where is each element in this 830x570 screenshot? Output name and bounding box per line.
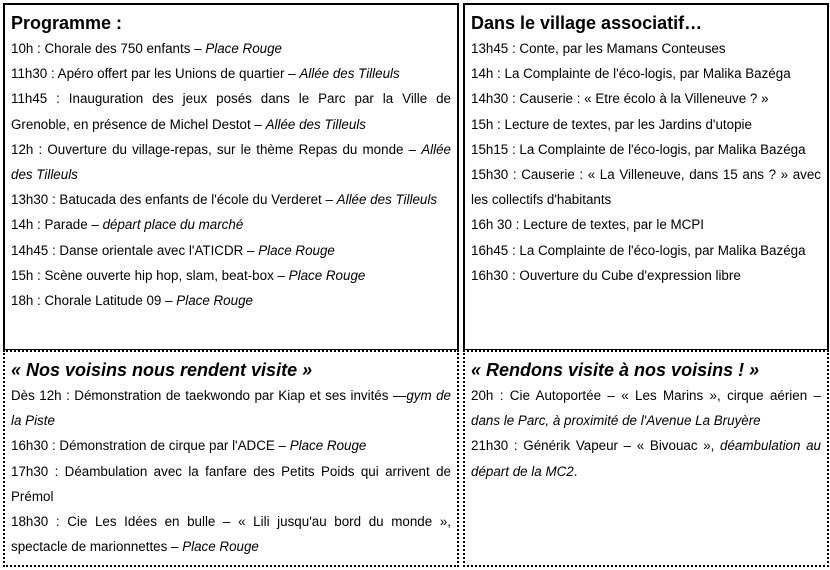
- village-list: [471, 36, 821, 288]
- rendons-list: [471, 383, 821, 484]
- list-item: 14h : La Complainte de l'éco-logis, par Malika Bazéga: [471, 66, 791, 82]
- list-item: 15h30 : Causerie : « La Villeneuve, dans 15 ans ? » avec les collectifs d'habitants: [471, 167, 821, 208]
- list-item: 12h : Ouverture du village-repas, sur le thème Repas du monde – Allée des Tilleuls: [11, 141, 451, 183]
- programme-title: Programme :: [11, 13, 123, 33]
- voisins-list: [11, 383, 451, 559]
- list-item: 10h : Chorale des 750 enfants – Place Rouge: [11, 41, 282, 56]
- list-item: 11h45 : Inauguration des jeux posés dans le Parc par la Ville de Grenoble, en présence de Michel Destot – Allée des Tilleuls: [11, 91, 451, 132]
- voisins-panel: [3, 350, 459, 567]
- list-item: 13h30 : Batucada des enfants de l'école du Verderet – Allée des Tilleuls: [11, 192, 438, 208]
- list-item: 15h : Lecture de textes, par les Jardins d'utopie: [471, 116, 752, 132]
- list-item: 16h 30 : Lecture de textes, par le MCPI: [471, 217, 704, 233]
- programme-list: [11, 36, 451, 313]
- list-item: 18h : Chorale Latitude 09 – Place Rouge: [11, 293, 253, 309]
- list-item: 11h30 : Apéro offert par les Unions de quartier – Allée des Tilleuls: [11, 66, 400, 82]
- list-item: 14h : Parade – départ place du marché: [11, 217, 244, 233]
- rendons-panel: [463, 350, 829, 567]
- list-item: 16h45 : La Complainte de l'éco-logis, par Malika Bazéga: [471, 242, 806, 258]
- list-item: 18h30 : Cie Les Idées en bulle – « Lili jusqu'au bord du monde », spectacle de marionnettes – Place Rouge: [11, 514, 451, 555]
- rendons-title: « Rendons visite à nos voisins ! »: [471, 360, 760, 380]
- list-item: 14h45 : Danse orientale avec l'ATICDR – Place Rouge: [11, 242, 335, 258]
- list-item: 15h : Scène ouverte hip hop, slam, beat-box – Place Rouge: [11, 267, 366, 283]
- list-item: 14h30 : Causerie : « Etre écolo à la Villeneuve ? »: [471, 91, 769, 107]
- list-item: 20h : Cie Autoportée – « Les Marins », cirque aérien – dans le Parc, à proximité de l'Avenue La Bruyère: [471, 388, 821, 429]
- list-item: 15h15 : La Complainte de l'éco-logis, par Malika Bazéga: [471, 141, 806, 157]
- programme-panel: [3, 3, 459, 351]
- village-title: Dans le village associatif…: [471, 13, 703, 33]
- list-item: 16h30 : Démonstration de cirque par l'ADCE – Place Rouge: [11, 438, 367, 454]
- list-item: 21h30 : Générik Vapeur – « Bivouac », déambulation au départ de la MC2.: [471, 438, 821, 479]
- list-item: 17h30 : Déambulation avec la fanfare des Petits Poids qui arrivent de Prémol: [11, 463, 451, 504]
- voisins-title: « Nos voisins nous rendent visite »: [11, 360, 313, 380]
- list-item: Dès 12h : Démonstration de taekwondo par Kiap et ses invités —gym de la Piste: [11, 388, 451, 429]
- list-item: 13h45 : Conte, par les Mamans Conteuses: [471, 41, 726, 56]
- village-panel: [463, 3, 829, 351]
- list-item: 16h30 : Ouverture du Cube d'expression libre: [471, 267, 741, 283]
